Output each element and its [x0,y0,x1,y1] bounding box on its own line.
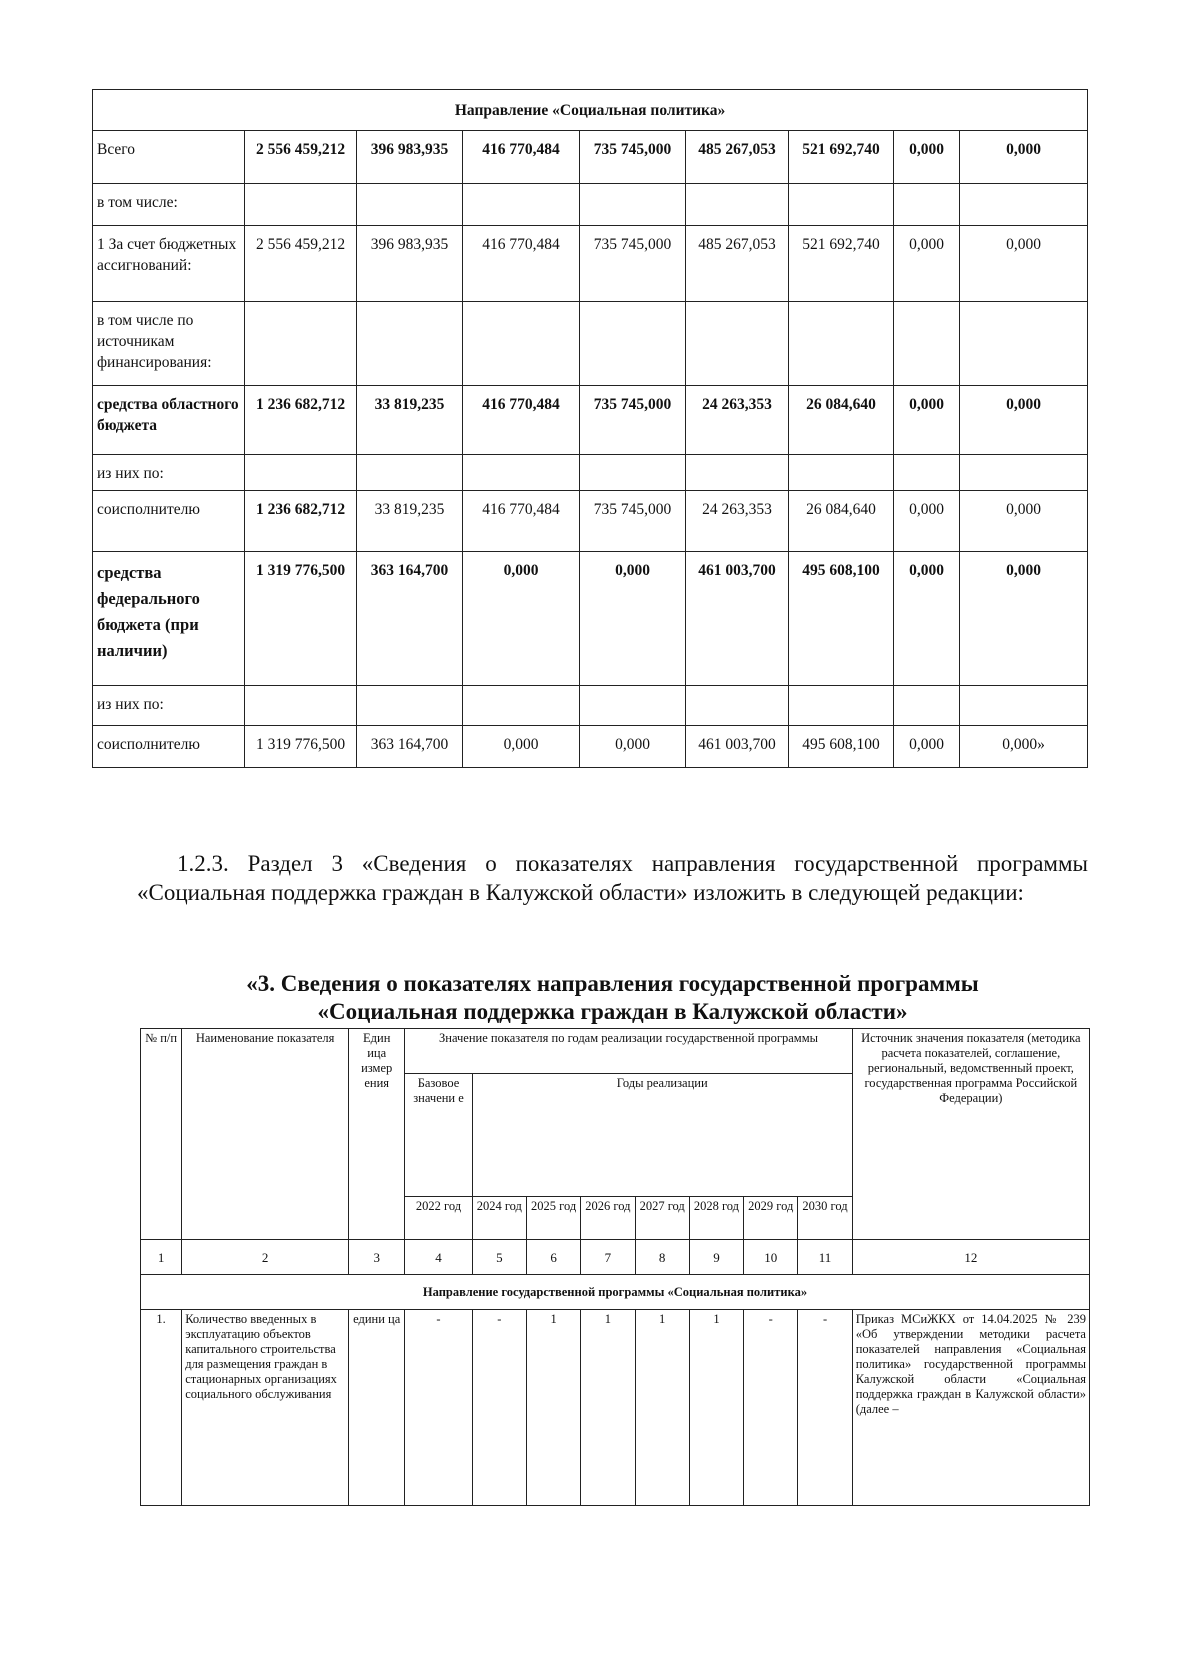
table-row [93,131,1088,184]
indicator-unit: едини ца [349,1310,405,1506]
cell: 495 608,100 [789,726,894,768]
table-row [93,455,1088,491]
cell: 0,000 [894,131,960,184]
amendment-paragraph [137,849,1088,907]
row-label: в том числе: [93,184,245,226]
header-year: 2027 год [635,1197,689,1240]
cell: 363 164,700 [357,726,463,768]
cell: 0,000 [894,726,960,768]
row-label: из них по: [93,686,245,726]
cell: 735 745,000 [580,131,686,184]
indicator-base: - [405,1310,472,1506]
header-source: Источник значения показателя (методика расчета показателей, соглашение, региональный, ведомственный проект, государственная программа Российской Федерации) [852,1029,1089,1240]
cell: 1 236 682,712 [245,386,357,455]
row-label: в том числе по источникам финансирования: [93,302,245,386]
cell: 1 319 776,500 [245,552,357,686]
indicator-name: Количество введенных в эксплуатацию объектов капитального строительства для размещения граждан в стационарных организациях социального обслуживания [182,1310,349,1506]
column-number: 6 [526,1240,580,1275]
section-title [137,970,1088,1026]
row-label: из них по: [93,455,245,491]
header-year: 2026 год [581,1197,635,1240]
cell: 416 770,484 [463,131,580,184]
header-base: Базовое значени е [405,1074,472,1197]
indicator-value: - [744,1310,798,1506]
row-label: средства областного бюджета [93,386,245,455]
cell: 0,000 [894,552,960,686]
cell: 416 770,484 [463,226,580,302]
cell: 396 983,935 [357,131,463,184]
cell: 1 236 682,712 [245,491,357,552]
cell: 24 263,353 [686,386,789,455]
section-title-line-1: «3. Сведения о показателях направления государственной программы [246,971,979,996]
indicator-value: - [472,1310,526,1506]
cell: 461 003,700 [686,726,789,768]
table-row [141,1310,1090,1506]
cell: 0,000 [894,226,960,302]
table-row [93,184,1088,226]
column-number: 8 [635,1240,689,1275]
header-unit: Един ица измер ения [349,1029,405,1240]
header-year: 2028 год [689,1197,743,1240]
cell: 485 267,053 [686,226,789,302]
cell: 33 819,235 [357,491,463,552]
cell: 0,000 [960,552,1088,686]
cell: 2 556 459,212 [245,226,357,302]
row-label: соисполнителю [93,491,245,552]
indicator-value: - [798,1310,852,1506]
indicator-table [140,1028,1090,1506]
indicator-no: 1. [141,1310,182,1506]
indicator-value: 1 [689,1310,743,1506]
cell: 735 745,000 [580,491,686,552]
cell: 1 319 776,500 [245,726,357,768]
cell: 485 267,053 [686,131,789,184]
column-number: 11 [798,1240,852,1275]
header-base-year: 2022 год [405,1197,472,1240]
paragraph-text: 1.2.3. Раздел 3 «Сведения о показателях направления государственной программы «Социальная поддержка граждан в Калужской области» изложить в следующей редакции: [137,851,1088,905]
row-label: Всего [93,131,245,184]
column-number: 3 [349,1240,405,1275]
indicator-value: 1 [526,1310,580,1506]
header-values-group: Значение показателя по годам реализации государственной программы [405,1029,852,1074]
table-row [93,726,1088,768]
table-row [93,686,1088,726]
cell: 396 983,935 [357,226,463,302]
cell: 0,000 [960,491,1088,552]
cell: 735 745,000 [580,226,686,302]
header-name: Наименование показателя [182,1029,349,1240]
header-year: 2030 год [798,1197,852,1240]
cell: 33 819,235 [357,386,463,455]
row-label: 1 За счет бюджетных ассигнований: [93,226,245,302]
header-no: № п/п [141,1029,182,1240]
header-years-group: Годы реализации [472,1074,852,1197]
cell: 2 556 459,212 [245,131,357,184]
cell: 0,000» [960,726,1088,768]
indicator-value: 1 [635,1310,689,1506]
cell: 521 692,740 [789,226,894,302]
row-label: соисполнителю [93,726,245,768]
column-number: 4 [405,1240,472,1275]
section-title-line-2: «Социальная поддержка граждан в Калужской области» [317,999,908,1024]
cell: 26 084,640 [789,386,894,455]
cell: 495 608,100 [789,552,894,686]
cell: 24 263,353 [686,491,789,552]
cell: 461 003,700 [686,552,789,686]
funding-table-header: Направление «Социальная политика» [93,90,1088,131]
indicator-value: 1 [581,1310,635,1506]
cell: 0,000 [960,131,1088,184]
row-label: средства федерального бюджета (при наличии) [93,552,245,686]
header-year: 2025 год [526,1197,580,1240]
table-row [93,302,1088,386]
header-year: 2024 год [472,1197,526,1240]
cell: 521 692,740 [789,131,894,184]
cell: 363 164,700 [357,552,463,686]
cell: 735 745,000 [580,386,686,455]
column-number: 2 [182,1240,349,1275]
table-row [93,491,1088,552]
indicator-source: Приказ МСиЖКХ от 14.04.2025 № 239 «Об утверждении методики расчета показателей направления «Социальная политика» государственной программы Калужской области «Социальная поддержка граждан в Калужской области» (далее – [852,1310,1089,1506]
column-number: 9 [689,1240,743,1275]
table-row [93,226,1088,302]
direction-subheader: Направление государственной программы «Социальная политика» [141,1275,1090,1310]
table-row [93,386,1088,455]
cell: 0,000 [960,226,1088,302]
column-number: 12 [852,1240,1089,1275]
column-number: 10 [744,1240,798,1275]
cell: 0,000 [463,552,580,686]
column-number: 5 [472,1240,526,1275]
cell: 0,000 [580,726,686,768]
cell: 0,000 [894,386,960,455]
funding-table [92,89,1088,768]
cell: 0,000 [894,491,960,552]
cell: 416 770,484 [463,386,580,455]
table-row [93,552,1088,686]
column-number: 7 [581,1240,635,1275]
cell: 0,000 [580,552,686,686]
cell: 0,000 [960,386,1088,455]
column-number: 1 [141,1240,182,1275]
cell: 26 084,640 [789,491,894,552]
header-year: 2029 год [744,1197,798,1240]
cell: 416 770,484 [463,491,580,552]
cell: 0,000 [463,726,580,768]
